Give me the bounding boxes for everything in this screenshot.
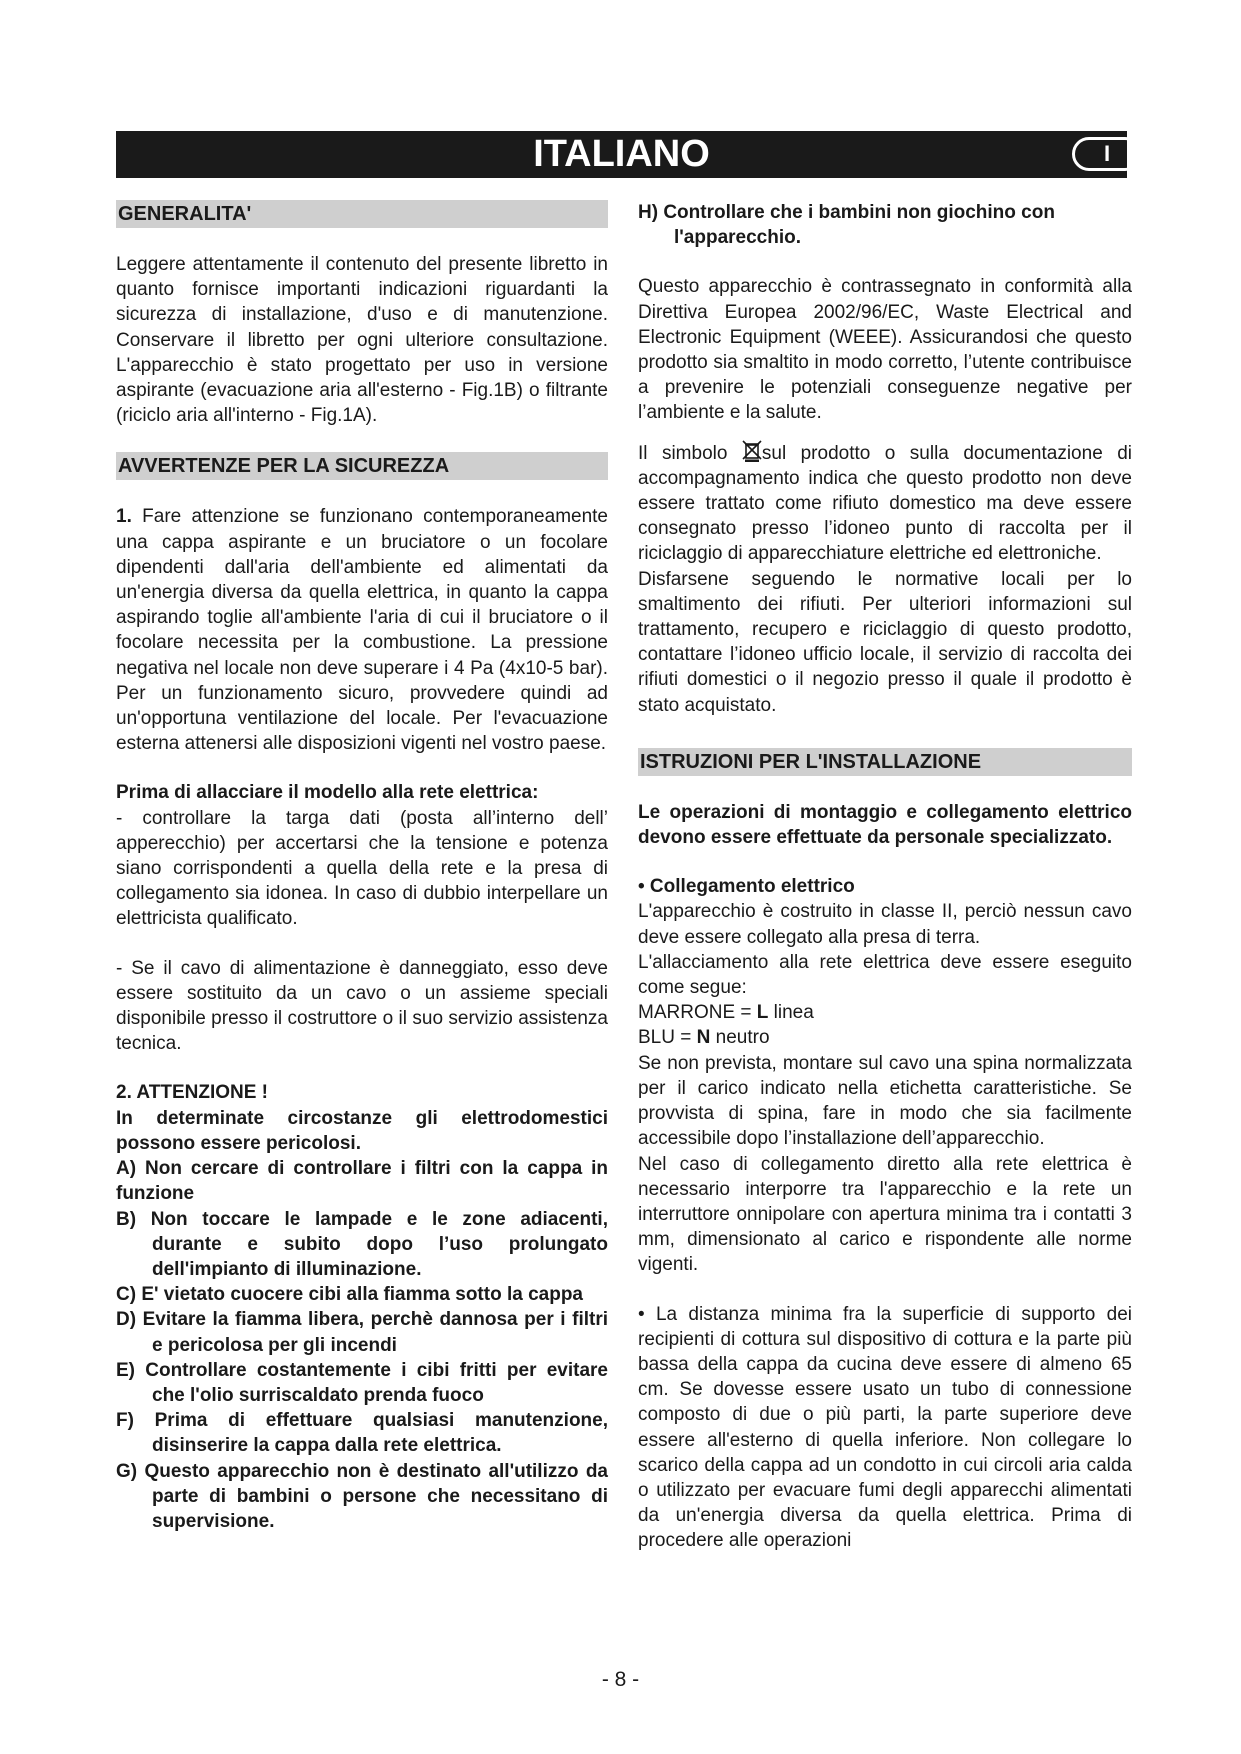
allacciamento-paragraph: L'allacciamento alla rete elettrica deve essere eseguito come segue: xyxy=(638,951,1132,999)
installazione-intro: Le operazioni di montaggio e collegamento elettrico devono essere effettuate da personale specializzato. xyxy=(638,801,1132,849)
blu-letter: N xyxy=(696,1027,711,1049)
warning-item-c: C) E' vietato cuocere cibi alla fiamma sotto la cappa xyxy=(116,1284,584,1306)
collegamento-paragraph: L'apparecchio è costruito in classe II, perciò nessun cavo deve essere collegato alla presa di terra. xyxy=(638,901,1132,948)
warning-item-d: D) Evitare la fiamma libera, perchè dannosa per i filtri e pericolosa per gli incendi xyxy=(116,1309,608,1356)
simbolo-paragraph xyxy=(638,440,1132,567)
page-number: - 8 - xyxy=(601,1668,640,1691)
marrone-line xyxy=(638,1000,1132,1025)
prima-heading: Prima di allacciare il modello alla rete elettrica: xyxy=(116,782,539,804)
spina-paragraph: Se non prevista, montare sul cavo una spina normalizzata per il carico indicato nella etichetta caratteristiche. Se provvista di spina, fare in modo che sia facilmente accessibile dopo l’installazione dell’apparecchio. xyxy=(638,1052,1132,1150)
section-heading-installazione: ISTRUZIONI PER L'INSTALLAZIONE xyxy=(638,748,1132,776)
prima-paragraph: - controllare la targa dati (posta all’interno dell’ apperecchio) per accertarsi che la tensione e potenza siano corrispondenti a quella della rete e la presa di collegamento sia idonea. In caso di dubbio interpellare un elettricista qualificato. xyxy=(116,807,608,930)
blu-suffix: neutro xyxy=(710,1027,770,1049)
attenzione-paragraph: In determinate circostanze gli elettrodomestici possono essere pericolosi. xyxy=(116,1107,608,1154)
marrone-letter: L xyxy=(756,1002,769,1024)
warning-item-g: G) Questo apparecchio non è destinato all'utilizzo da parte di bambini o persone che necessitano di supervisione. xyxy=(116,1460,608,1532)
collegamento-heading: • Collegamento elettrico xyxy=(638,876,855,898)
cavo-paragraph: - Se il cavo di alimentazione è danneggiato, esso deve essere sostituito da un cavo o un assieme speciali disponibile presso il costruttore o il suo servizio assistenza tecnica. xyxy=(116,957,608,1055)
language-header-bar xyxy=(116,131,1127,178)
left-column xyxy=(116,200,608,1534)
crossed-bin-icon xyxy=(742,440,762,462)
marrone-suffix: linea xyxy=(768,1002,814,1024)
right-column xyxy=(638,200,1132,1554)
safety-point-1 xyxy=(116,504,608,756)
header-title: ITALIANO xyxy=(533,133,710,175)
section-heading-sicurezza: AVVERTENZE PER LA SICUREZZA xyxy=(116,452,608,480)
warning-item-f: F) Prima di effettuare qualsiasi manutenzione, disinserire la cappa dalla rete elettrica. xyxy=(116,1410,608,1457)
warning-item-b: B) Non toccare le lampade e le zone adiacenti, durante e subito dopo l’uso prolungato dell'impianto di illuminazione. xyxy=(116,1208,608,1280)
language-badge: I xyxy=(1072,137,1142,171)
marrone-prefix: MARRONE = xyxy=(638,1002,757,1024)
blu-prefix: BLU = xyxy=(638,1027,697,1049)
section-heading-generalita: GENERALITA' xyxy=(116,200,608,228)
safety-point-1-number: 1. xyxy=(116,506,132,528)
warning-item-h: H) Controllare che i bambini non giochino con l'apparecchio. xyxy=(638,202,1055,249)
warning-item-a: A) Non cercare di controllare i filtri con la cappa in funzione xyxy=(116,1158,608,1205)
distanza-paragraph: • La distanza minima fra la superficie di supporto dei recipienti di cottura sul dispositivo di cottura e la parte più bassa della cappa da cucina deve essere di almeno 65 cm. Se dovesse essere usato un tubo di connessione composto di due o più parti, la parte superiore deve essere all'esterno di quella inferiore. Non collegare lo scarico della cappa ad un condotto in cui circoli aria calda o utilizzato per evacuare fumi degli apparecchi alimentati da un'energia diversa da quella elettrica. Prima di procedere alle operazioni xyxy=(638,1303,1132,1552)
disfarsene-paragraph: Disfarsene seguendo le normative locali per lo smaltimento dei rifiuti. Per ulteriori informazioni sul trattamento, recupero e riciclaggio di questo prodotto, contattare l’idoneo ufficio locale, il servizio di raccolta dei rifiuti domestici o il negozio presso il quale il prodotto è stato acquistato. xyxy=(638,568,1132,716)
simbolo-text-before: Il simbolo xyxy=(638,442,742,464)
attenzione-heading: 2. ATTENZIONE ! xyxy=(116,1082,268,1104)
weee-paragraph: Questo apparecchio è contrassegnato in conformità alla Direttiva Europea 2002/96/EC, Waste Electrical and Electronic Equipment (WEEE). Assicurandosi che questo prodotto sia smaltito in modo corretto, l’utente contribuisce a prevenire le potenziali conseguenze negative per l’ambiente e la salute. xyxy=(638,276,1132,424)
simbolo-text-after: sul prodotto o sulla documentazione di accompagnamento indica che questo prodotto non deve essere trattato come rifiuto domestico ma deve essere consegnato presso l’idoneo punto di raccolta per il riciclaggio di apparecchiature elettriche ed elettroniche. xyxy=(638,442,1132,565)
diretto-paragraph: Nel caso di collegamento diretto alla rete elettrica è necessario interporre tra l'apparecchio e la rete un interruttore onnipolare con apertura minima tra i contatti 3 mm, dimensionato al carico e rispondente alle norme vigenti. xyxy=(638,1153,1132,1276)
blu-line xyxy=(638,1025,1132,1050)
warning-item-e: E) Controllare costantemente i cibi fritti per evitare che l'olio surriscaldato prenda fuoco xyxy=(116,1359,608,1406)
safety-point-1-text: Fare attenzione se funzionano contemporaneamente una cappa aspirante e un bruciatore o un focolare dipendenti dall'aria dell'ambiente ed alimentati da un'energia diversa da quella elettrica, in quanto la cappa aspirando toglie all'ambiente l'aria di cui il bruciatore o il focolare necessita per la combustione. La pressione negativa nel locale non deve superare i 4 Pa (4x10-5 bar). Per un funzionamento sicuro, provvedere quindi ad un'opportuna ventilazione del locale. Per l'evacuazione esterna attenersi alle disposizioni vigenti nel vostro paese. xyxy=(116,506,608,755)
generalita-paragraph: Leggere attentamente il contenuto del presente libretto in quanto fornisce importanti indicazioni riguardanti la sicurezza di installazione, d'uso e di manutenzione. Conservare il libretto per ogni ulteriore consultazione. L'apparecchio è stato progettato per uso in versione aspirante (evacuazione aria all'esterno - Fig.1B) o filtrante (riciclo aria all'interno - Fig.1A). xyxy=(116,254,608,427)
